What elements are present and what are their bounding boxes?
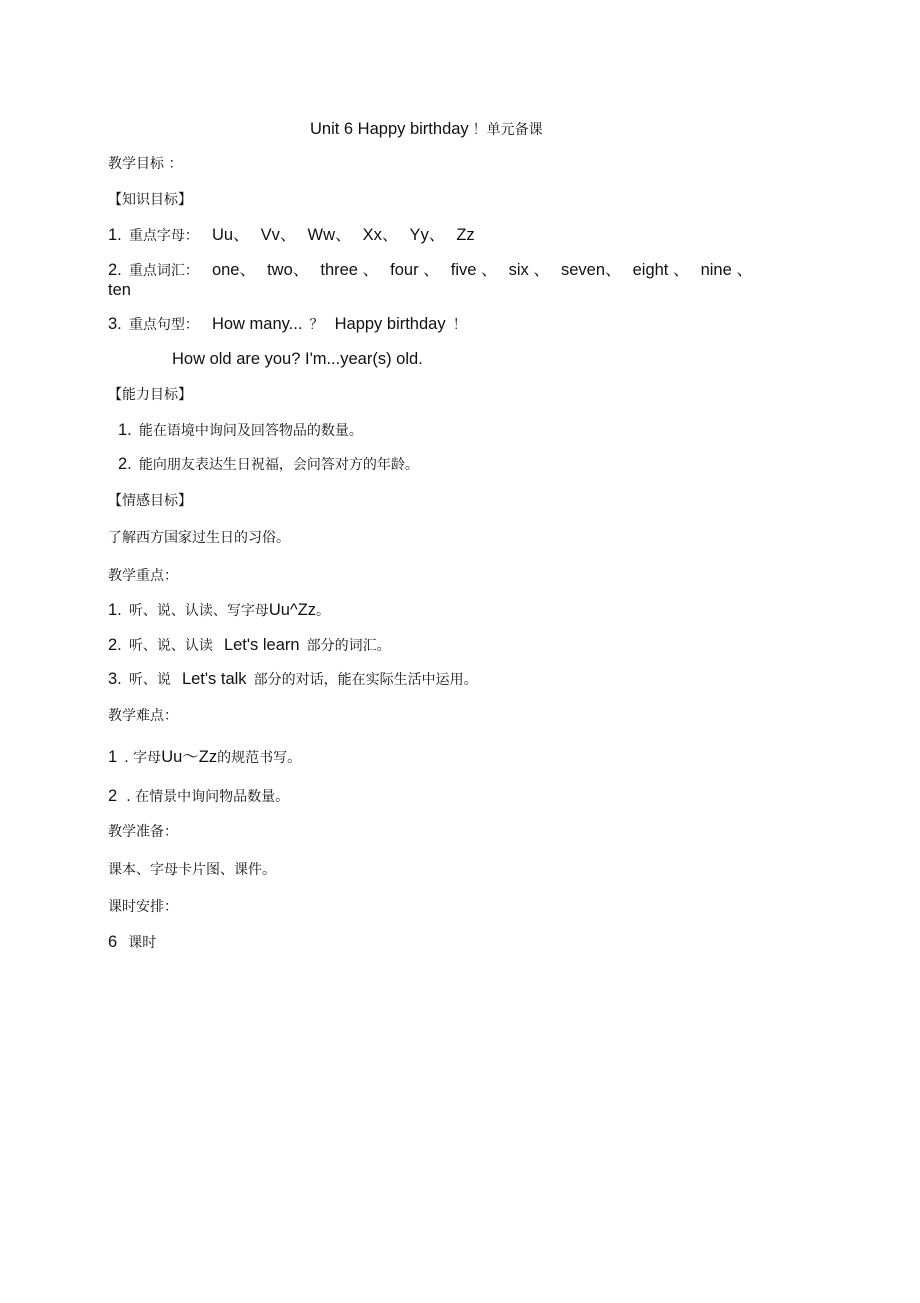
schedule-line xyxy=(108,934,156,951)
difficult-point-english: Uu〜Zz xyxy=(161,748,218,766)
sentences-line xyxy=(108,316,467,333)
ability-item-2 xyxy=(118,456,419,473)
letter-item: Uu、 xyxy=(211,226,250,244)
vocab-item: four 、 xyxy=(390,261,440,279)
sentences-num: 3. xyxy=(108,315,122,333)
vocab-item: five 、 xyxy=(450,261,498,279)
title-chinese: ！单元备课 xyxy=(472,122,543,138)
difficult-point-text: . 字母 xyxy=(124,750,162,766)
vocab-item: three 、 xyxy=(320,261,380,279)
title-english: Unit 6 Happy birthday xyxy=(310,120,469,138)
sentence-exclamation: ！ xyxy=(452,317,467,333)
key-point-1 xyxy=(108,602,330,619)
schedule-text: 课时 xyxy=(128,935,157,951)
key-point-english: Let's talk xyxy=(181,670,247,688)
difficult-points-heading: 教学难点： xyxy=(108,708,178,724)
difficult-point-2 xyxy=(108,788,289,805)
key-point-num: 2. xyxy=(108,636,122,654)
vocab-label: 重点词汇： xyxy=(128,263,199,279)
key-point-num: 3. xyxy=(108,670,122,688)
letter-item: Vv、 xyxy=(260,226,297,244)
sentence-how-old: How old are you? I'm...year(s) old. xyxy=(172,350,423,368)
vocab-wrap: ten xyxy=(108,281,131,299)
vocab-num: 2. xyxy=(108,261,122,279)
ability-item-num: 1. xyxy=(118,421,132,439)
goals-heading: 教学目标 ： xyxy=(108,156,183,172)
difficult-point-1 xyxy=(108,749,301,766)
letters-line xyxy=(108,227,475,244)
difficult-point-num: 2 xyxy=(108,787,118,805)
ability-item-num: 2. xyxy=(118,455,132,473)
difficult-point-num: 1 xyxy=(108,748,118,766)
key-point-english: Let's learn xyxy=(223,636,300,654)
page-title xyxy=(310,121,543,138)
key-point-text: 听、说、认读 xyxy=(128,638,213,654)
key-points-heading: 教学重点： xyxy=(108,568,178,584)
vocab-line xyxy=(108,262,753,279)
vocab-item: six 、 xyxy=(508,261,550,279)
difficult-point-suffix: 的规范书写。 xyxy=(217,750,302,766)
letters-label: 重点字母： xyxy=(128,228,199,244)
schedule-num: 6 xyxy=(108,933,118,951)
key-point-english: Uu^Zz xyxy=(268,601,317,619)
preparation-heading: 教学准备： xyxy=(108,824,178,840)
sentence-how-many: How many... xyxy=(211,315,303,333)
emotion-text: 了解西方国家过生日的习俗。 xyxy=(108,530,290,546)
ability-heading: 【能力目标】 xyxy=(108,387,192,403)
letter-item: Yy、 xyxy=(409,226,446,244)
key-point-suffix: 部分的对话，能在实际生活中运用。 xyxy=(253,672,478,688)
letter-item: Zz xyxy=(456,226,475,244)
sentence-happy-birthday: Happy birthday xyxy=(334,315,446,333)
ability-item-text: 能在语境中询问及回答物品的数量。 xyxy=(138,423,363,439)
key-point-2 xyxy=(108,637,391,654)
key-point-3 xyxy=(108,671,478,688)
difficult-point-text: . 在情景中询问物品数量。 xyxy=(126,789,290,805)
vocab-item: nine 、 xyxy=(700,261,753,279)
ability-item-text: 能向朋友表达生日祝福，会问答对方的年龄。 xyxy=(138,457,419,473)
preparation-text: 课本、字母卡片图、课件。 xyxy=(108,862,276,878)
vocab-item: eight 、 xyxy=(632,261,690,279)
vocab-item: one、 xyxy=(211,261,256,279)
key-point-suffix: 。 xyxy=(316,603,331,619)
sentences-label: 重点句型： xyxy=(128,317,199,333)
vocab-item: seven、 xyxy=(560,261,622,279)
knowledge-heading: 【知识目标】 xyxy=(108,192,192,208)
key-point-suffix: 部分的词汇。 xyxy=(306,638,391,654)
sentence-question-mark: ？ xyxy=(309,317,324,333)
key-point-num: 1. xyxy=(108,601,122,619)
letter-item: Xx、 xyxy=(362,226,399,244)
schedule-heading: 课时安排： xyxy=(108,899,178,915)
vocab-item: two、 xyxy=(267,261,310,279)
key-point-text: 听、说 xyxy=(128,672,171,688)
letters-num: 1. xyxy=(108,226,122,244)
emotion-heading: 【情感目标】 xyxy=(108,493,192,509)
key-point-text: 听、说、认读、写字母 xyxy=(128,603,269,619)
letter-item: Ww、 xyxy=(307,226,352,244)
ability-item-1 xyxy=(118,422,363,439)
